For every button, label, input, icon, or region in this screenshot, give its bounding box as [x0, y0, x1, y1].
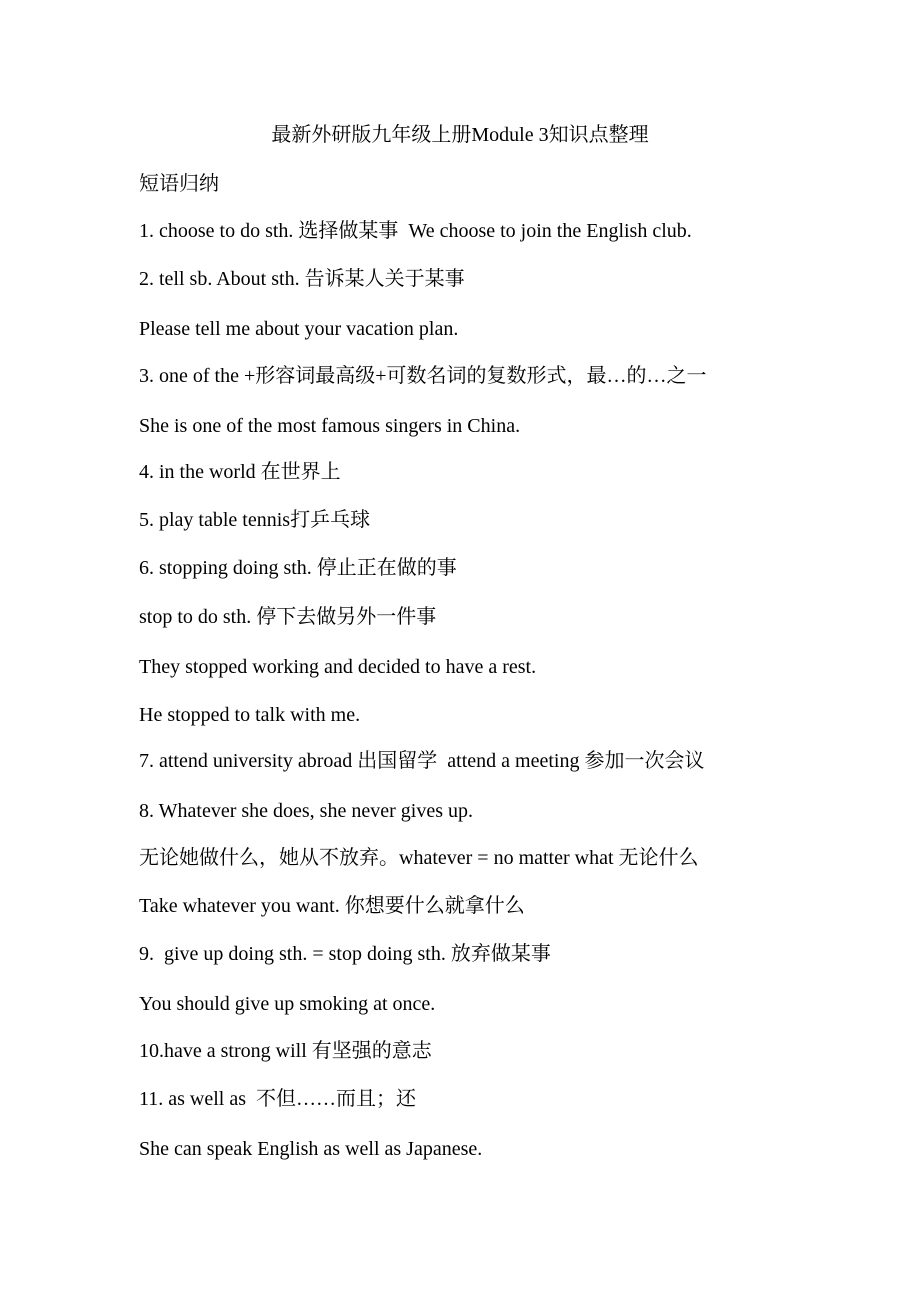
text-line: 7. attend university abroad 出国留学 attend a meeting 参加一次会议 — [139, 750, 705, 772]
text-line: 11. as well as 不但……而且；还 — [139, 1088, 417, 1110]
text-line: 8. Whatever she does, she never gives up. — [139, 800, 473, 822]
text-line: Take whatever you want. 你想要什么就拿什么 — [139, 895, 525, 917]
text-line: 无论她做什么，她从不放弃。whatever = no matter what 无论什么 — [139, 847, 699, 869]
text-line: They stopped working and decided to have a rest. — [139, 656, 537, 678]
text-line: 5. play table tennis打乒乓球 — [139, 509, 371, 531]
text-line: 6. stopping doing sth. 停止正在做的事 — [139, 557, 457, 579]
text-line: He stopped to talk with me. — [139, 704, 361, 726]
text-line: 1. choose to do sth. 选择做某事 We choose to join the English club. — [139, 220, 692, 242]
text-line: stop to do sth. 停下去做另外一件事 — [139, 606, 437, 628]
section-heading: 短语归纳 — [139, 173, 219, 195]
text-line: 3. one of the +形容词最高级+可数名词的复数形式，最…的…之一 — [139, 365, 707, 387]
page-title: 最新外研版九年级上册Module 3知识点整理 — [271, 124, 649, 146]
text-line: 9. give up doing sth. = stop doing sth. 放弃做某事 — [139, 943, 551, 965]
text-line: She is one of the most famous singers in China. — [139, 415, 521, 437]
text-line: Please tell me about your vacation plan. — [139, 318, 459, 340]
text-line: 2. tell sb. About sth. 告诉某人关于某事 — [139, 268, 465, 290]
text-line: 10.have a strong will 有坚强的意志 — [139, 1040, 432, 1062]
text-line: You should give up smoking at once. — [139, 993, 436, 1015]
text-line: She can speak English as well as Japanese. — [139, 1138, 483, 1160]
text-line: 4. in the world 在世界上 — [139, 461, 341, 483]
